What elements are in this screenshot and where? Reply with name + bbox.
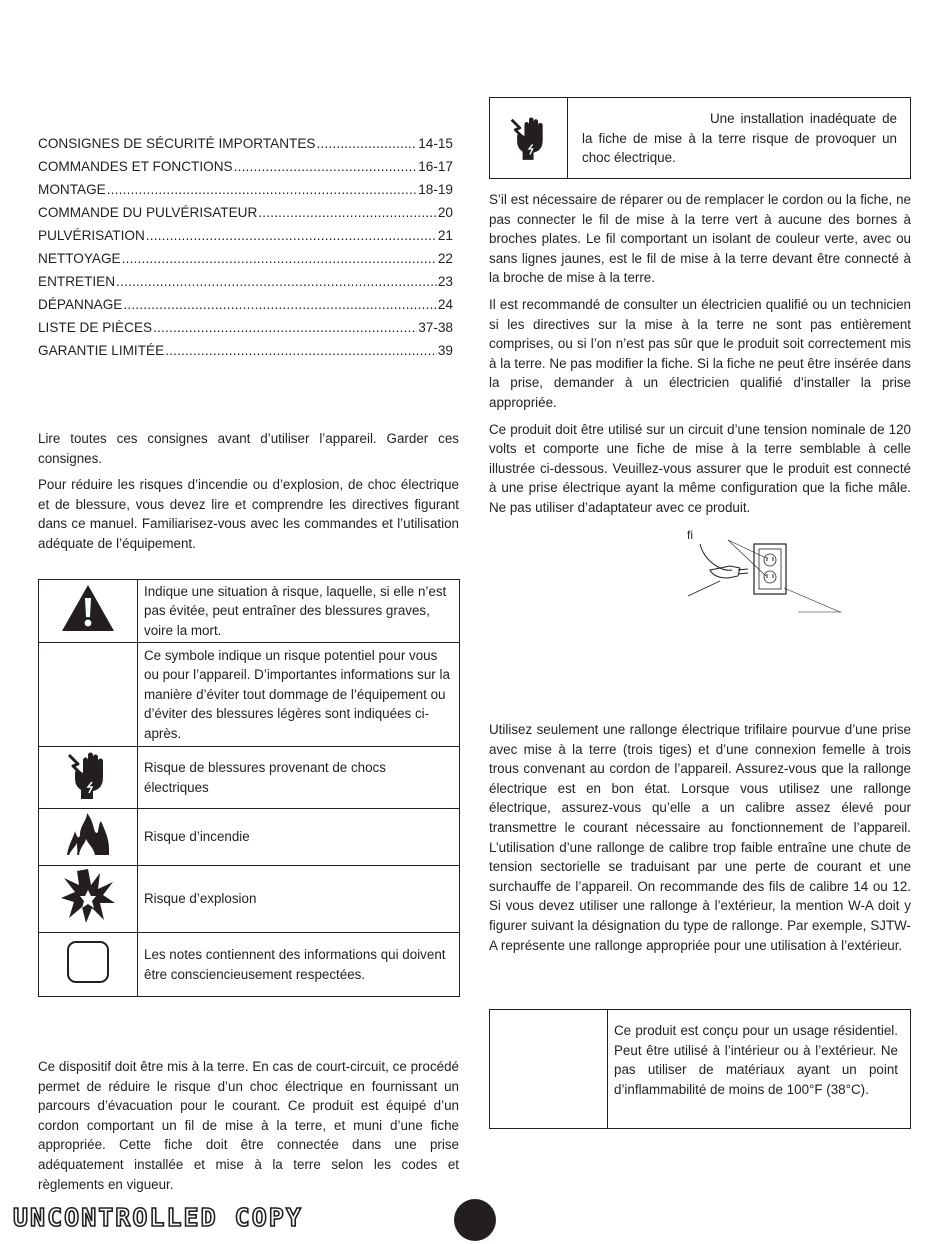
toc-leader-dots (258, 201, 437, 224)
toc-entry-page: 39 (437, 343, 453, 358)
toc-entry-page: 16-17 (418, 159, 453, 174)
symbol-blank-cell (39, 643, 138, 747)
toc-entry-title: DÉPANNAGE (38, 297, 123, 312)
toc-entry-page: 24 (437, 297, 453, 312)
toc-leader-dots (116, 270, 437, 293)
toc-entry-title: MONTAGE (38, 182, 106, 197)
table-row (39, 580, 460, 643)
toc-entry (38, 339, 453, 362)
toc-entry-title: COMMANDES ET FONCTIONS (38, 159, 233, 174)
toc-entry-title: LISTE DE PIÈCES (38, 320, 153, 335)
electric-shock-icon (39, 747, 138, 809)
usage-caution-box (489, 1009, 911, 1129)
explosion-icon (39, 866, 138, 933)
table-row (39, 747, 460, 809)
toc-entry-page: 21 (437, 228, 453, 243)
page-number-dot (454, 1199, 496, 1241)
toc-entry (38, 155, 453, 178)
toc-entry (38, 316, 453, 339)
toc-entry-title: CONSIGNES DE SÉCURITÉ IMPORTANTES (38, 136, 316, 151)
grounded-plug-figure (680, 526, 850, 618)
toc-leader-dots (153, 316, 417, 339)
toc-leader-dots (122, 247, 437, 270)
toc-leader-dots (165, 339, 437, 362)
toc-leader-dots (234, 155, 418, 178)
shock-warning-box (489, 97, 911, 179)
symbol-description: Risque d’explosion (138, 866, 460, 933)
warning-triangle-icon (39, 580, 138, 643)
toc-leader-dots (123, 293, 437, 316)
table-row (39, 643, 460, 747)
fire-icon (39, 809, 138, 866)
grounding-section (38, 1057, 459, 1194)
toc-entry (38, 201, 453, 224)
caution-symbol-cell (490, 1010, 608, 1128)
intro-section (38, 429, 459, 554)
toc-entry (38, 224, 453, 247)
toc-entry (38, 132, 453, 155)
body-paragraph: S’il est nécessaire de réparer ou de remplacer le cordon ou la fiche, ne pas connecter le fil de mise à la terre vert à aucune des bornes à broches plates. Le fil comportant un isolant de couleur verte, avec ou sans lignes jaunes, est le fil de mise à la terre devant être connecté à la broche de mise à la terre. (489, 192, 911, 286)
plug-outlet-drawing (680, 526, 850, 618)
intro-paragraph: Pour réduire les risques d’incendie ou d’explosion, de choc électrique et de blessure, vous devez lire et comprendre les directives figurant dans ce manuel. Familiarisez-vous avec les commandes et l’utilisation adéquate de l’équipement. (38, 477, 459, 551)
repair-section (489, 190, 911, 518)
toc-leader-dots (146, 224, 437, 247)
symbol-description: Les notes contiennent des informations qui doivent être consciencieusement respectées. (138, 933, 460, 997)
symbol-description: Indique une situation à risque, laquelle, si elle n’est pas évitée, peut entraîner des blessures graves, voire la mort. (138, 580, 460, 643)
toc-entry-page: 22 (437, 251, 453, 266)
body-paragraph: Utilisez seulement une rallonge électrique trifilaire pourvue d’une prise avec mise à la terre (trois tiges) et d’une connexion femelle à trois trous convenant au cordon de l’appareil. Assurez-vous que la rallonge électrique est en bon état. Lorsque vous utilisez une rallonge électrique, assurez-vous qu’elle a un calibre assez élevé pour transmettre le courant nécessaire au fonctionnement de l’appareil. L’utilisation d’une rallonge de calibre trop faible entraîne une chute de tension sectorielle se traduisant par une perte de courant et une surchauffe de l’appareil. On recommande des fils de calibre 14 ou 12. Si vous devez utiliser une rallonge à l’extérieur, la mention W-A doit y figurer suivant la désignation du type de rallonge. Par exemple, SJTW-A représente une rallonge appropriée pour une utilisation à l’extérieur. (489, 722, 911, 953)
toc-entry-page: 20 (437, 205, 453, 220)
toc-entry-page: 23 (437, 274, 453, 289)
table-row (39, 933, 460, 997)
body-paragraph: Ce produit doit être utilisé sur un circuit d’une tension nominale de 120 volts et comporte une fiche de mise à la terre semblable à celle illustrée ci-dessous. Veuillez-vous assurer que le produit est connecté à une prise électrique ayant la même configuration que la fiche mâle. Ne pas utiliser d’adaptateur avec ce produit. (489, 421, 911, 515)
grounding-paragraph: Ce dispositif doit être mis à la terre. En cas de court-circuit, ce procédé permet de réduire le risque d’un choc électrique en fournissant un parcours d’évacuation pour le courant. Ce produit est équipé d’un cordon comportant un fil de mise à la terre, et muni d’une fiche appropriée. Cette fiche doit être connectée dans une prise adéquatement installée et mise à la terre selon les codes et règlements en vigueur. (38, 1059, 459, 1192)
intro-paragraph: Lire toutes ces consignes avant d’utiliser l’appareil. Garder ces consignes. (38, 431, 459, 466)
toc-entry-title: ENTRETIEN (38, 274, 116, 289)
symbol-description: Risque d’incendie (138, 809, 460, 866)
figure-label: fi (687, 528, 693, 542)
electric-shock-icon (490, 98, 568, 178)
toc-entry (38, 293, 453, 316)
safety-symbols-table (38, 579, 460, 997)
extension-cord-section (489, 720, 911, 955)
toc-entry-title: GARANTIE LIMITÉE (38, 343, 165, 358)
shock-warning-text: Une installation inadéquate de la fiche de mise à la terre risque de provoquer un choc électrique. (582, 111, 897, 166)
symbol-description: Risque de blessures provenant de chocs électriques (138, 747, 460, 809)
toc-leader-dots (316, 132, 417, 155)
toc-entry-title: NETTOYAGE (38, 251, 121, 266)
toc-leader-dots (107, 178, 418, 201)
table-row (39, 809, 460, 866)
table-of-contents (38, 132, 453, 362)
toc-entry (38, 270, 453, 293)
body-paragraph: Il est recommandé de consulter un électricien qualifié ou un technicien si les directives sur la mise à la terre ne sont pas entièrement comprises, ou si l’on n’est pas sûr que le produit soit correctement mis à la terre. Ne pas modifier la fiche. Si la fiche ne peut être insérée dans la prise, demander à un électricien qualifié d’installer la prise appropriée. (489, 296, 911, 410)
toc-entry (38, 178, 453, 201)
toc-entry-page: 37-38 (418, 320, 453, 335)
toc-entry-page: 14-15 (418, 136, 453, 151)
symbol-description: Ce symbole indique un risque potentiel pour vous ou pour l’appareil. D’importantes informations sur la manière d’éviter tout dommage de l’équipement ou d’éviter des blessures légères sont indiquées ci-après. (138, 643, 460, 747)
toc-entry-page: 18-19 (418, 182, 453, 197)
caution-text: Ce produit est conçu pour un usage résidentiel. Peut être utilisé à l’intérieur ou à l’extérieur. Ne pas utiliser de matériaux ayant un point d’inflammabilité de moins de 100°F (38°C). (614, 1023, 898, 1097)
toc-entry-title: PULVÉRISATION (38, 228, 145, 243)
toc-entry (38, 247, 453, 270)
table-row (39, 866, 460, 933)
uncontrolled-copy-stamp: UNCONTROLLED COPY (13, 1203, 303, 1232)
toc-entry-title: COMMANDE DU PULVÉRISATEUR (38, 205, 258, 220)
note-box-icon (39, 933, 138, 997)
